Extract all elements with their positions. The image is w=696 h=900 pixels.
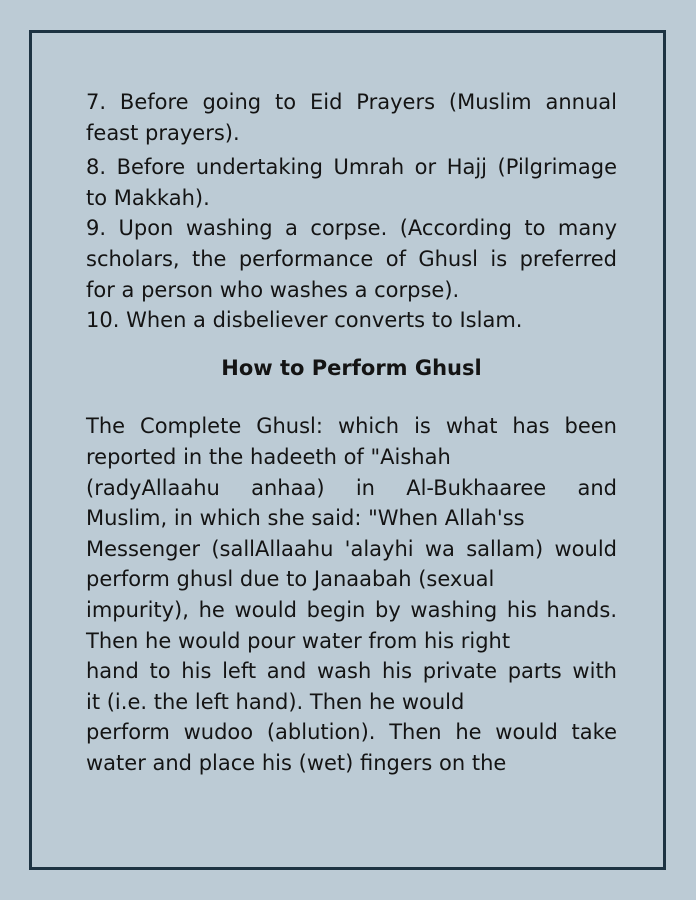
paragraph-line: hand to his left and wash his private parts with: [86, 659, 617, 684]
section-heading: How to Perform Ghusl: [221, 355, 482, 380]
list-item-8-line-1: 8. Before undertaking Umrah or Hajj (Pilgrimage: [86, 155, 617, 180]
paragraph-line: perform wudoo (ablution). Then he would take: [86, 720, 617, 745]
paragraph-line: (radyAllaahu anhaa) in Al-Bukhaaree and: [86, 475, 617, 500]
paragraph-line: water and place his (wet) fingers on the: [86, 750, 507, 775]
paragraph-line: reported in the hadeeth of "Aishah: [86, 444, 451, 469]
list-item-10-line-1: 10. When a disbeliever converts to Islam.: [86, 308, 523, 333]
list-item-7-line-2: feast prayers).: [86, 120, 240, 145]
document-text: [86, 87, 617, 778]
list-item-9-line-1: 9. Upon washing a corpse. (According to many: [86, 216, 617, 241]
list-item-9-line-2: scholars, the performance of Ghusl is preferred: [86, 246, 617, 271]
page-frame: [29, 30, 666, 870]
paragraph-line: Then he would pour water from his right: [86, 628, 511, 653]
list-item-7-line-1: 7. Before going to Eid Prayers (Muslim annual: [86, 90, 617, 114]
paragraph-line: impurity), he would begin by washing his hands.: [86, 597, 617, 622]
paragraph-line: Muslim, in which she said: "When Allah'ss: [86, 506, 525, 531]
paragraph-line: it (i.e. the left hand). Then he would: [86, 689, 465, 714]
list-item-8-line-2: to Makkah).: [86, 185, 210, 210]
list-item-9-line-3: for a person who washes a corpse).: [86, 277, 460, 302]
paragraph-line: perform ghusl due to Janaabah (sexual: [86, 567, 495, 592]
paragraph-line: The Complete Ghusl: which is what has been: [86, 414, 617, 439]
paragraph-line: Messenger (sallAllaahu 'alayhi wa sallam) would: [86, 536, 617, 561]
